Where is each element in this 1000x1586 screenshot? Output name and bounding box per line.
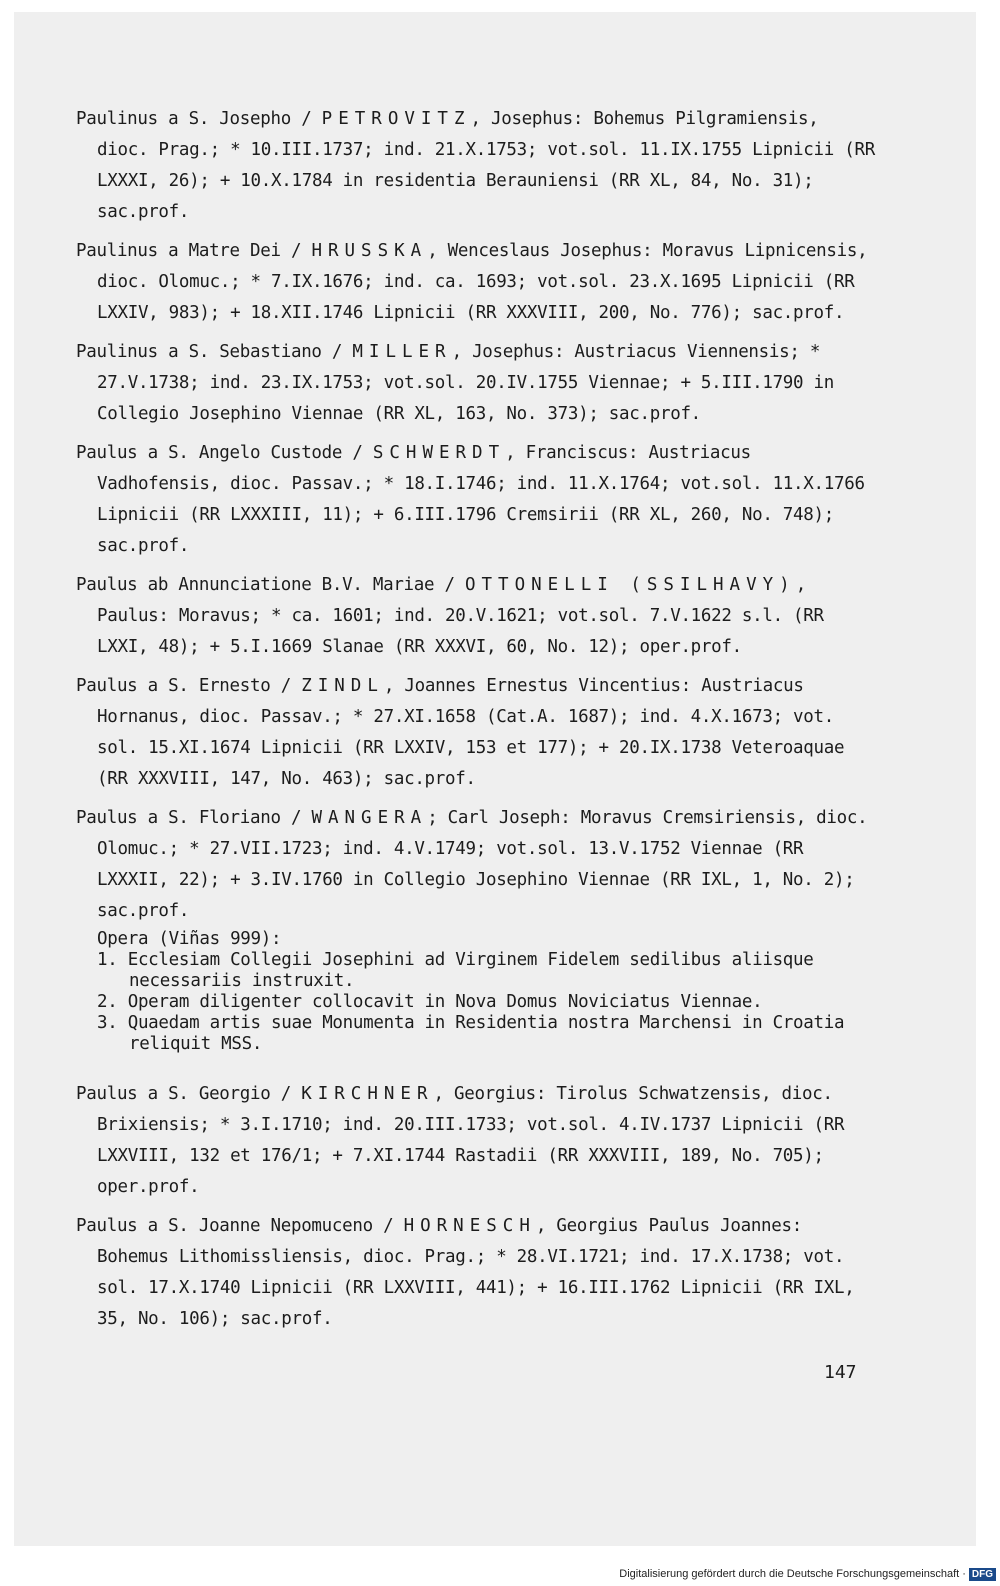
entry-name: Paulus a S. Joanne Nepomuceno / <box>76 1216 404 1236</box>
entry-miller <box>76 337 876 430</box>
entry-details: , Josephus: Bohemus Pilgramiensis, dioc. Prag.; * 10.III.1737; ind. 21.X.1753; vot.sol. 11.IX.1755 Lipnicii (RR LXXXI, 26); + 10.X.1784 in residentia Berauniensi (RR XL, 84, No. 31); sac.prof. <box>97 109 875 222</box>
footer-text: Digitalisierung gefördert durch die Deutsche Forschungsgemeinschaft <box>619 1568 960 1580</box>
entry-details: , Josephus: Austriacus Viennensis; * 27.V.1738; ind. 23.IX.1753; vot.sol. 20.IV.1755 Viennae; + 5.III.1790 in Collegio Josephino Viennae (RR XL, 163, No. 373); sac.prof. <box>97 342 834 424</box>
entry-surname: OTTONELLI (SSILHAVY) <box>464 575 796 595</box>
entry-hrusska <box>76 236 876 329</box>
entry-details: ; Carl Joseph: Moravus Cremsiriensis, dioc. Olomuc.; * 27.VII.1723; ind. 4.V.1749; vot.sol. 13.V.1752 Viennae (RR LXXXII, 22); + 3.IV.1760 in Collegio Josephino Viennae (RR IXL, 1, No. 2); sac.prof. <box>97 808 868 921</box>
entry-details: , Franciscus: Austriacus Vadhofensis, dioc. Passav.; * 18.I.1746; ind. 11.X.1764; vot.sol. 11.X.1766 Lipnicii (RR LXXXIII, 11); + 6.III.1796 Cremsirii (RR XL, 260, No. 748); sac.prof. <box>97 443 865 556</box>
entry-name: Paulinus a S. Sebastiano / <box>76 342 353 362</box>
entry-details: , Georgius: Tirolus Schwatzensis, dioc. Brixiensis; * 3.I.1710; ind. 20.III.1733; vot.sol. 4.IV.1737 Lipnicii (RR LXXVIII, 132 et 176/1; + 7.XI.1744 Rastadii (RR XXXVIII, 189, No. 705); oper.prof. <box>97 1084 845 1197</box>
opera-item: 3. Quaedam artis suae Monumenta in Residentia nostra Marchensi in Croatia reliquit MSS. <box>97 1013 845 1054</box>
entry-hornesch <box>76 1211 876 1335</box>
entry-surname: ZINDL <box>301 676 384 696</box>
entry-name: Paulus a S. Floriano / <box>76 808 312 828</box>
entry-details: , Paulus: Moravus; * ca. 1601; ind. 20.V.1621; vot.sol. 7.V.1622 s.l. (RR LXXI, 48); + 5.I.1669 Slanae (RR XXXVI, 60, No. 12); oper.prof. <box>97 575 824 657</box>
entry-name: Paulus a S. Ernesto / <box>76 676 302 696</box>
scanned-page <box>14 12 976 1546</box>
entry-details: , Georgius Paulus Joannes: Bohemus Lithomissliensis, dioc. Prag.; * 28.VI.1721; ind. 17.X.1738; vot. sol. 17.X.1740 Lipnicii (RR LXXVIII, 441); + 16.III.1762 Lipnicii (RR IXL, 35, No. 106); sac.prof. <box>97 1216 855 1329</box>
dfg-logo-icon: DFG <box>969 1568 996 1581</box>
footer-credit <box>619 1566 996 1582</box>
entry-surname: WANGERA <box>311 808 428 828</box>
footer-separator: · <box>962 1568 966 1580</box>
opera-item: 1. Ecclesiam Collegii Josephini ad Virginem Fidelem sedilibus aliisque necessariis instruxit. <box>97 950 814 991</box>
entry-surname: MILLER <box>352 342 452 362</box>
entries-list <box>76 104 876 1343</box>
entry-details: , Wenceslaus Josephus: Moravus Lipnicensis, dioc. Olomuc.; * 7.IX.1676; ind. ca. 1693; vot.sol. 23.X.1695 Lipnicii (RR LXXIV, 983); + 18.XII.1746 Lipnicii (RR XXXVIII, 200, No. 776); sac.prof. <box>97 241 868 323</box>
entry-name: Paulinus a Matre Dei / <box>76 241 312 261</box>
entry-ottonelli <box>76 570 876 663</box>
entry-surname: KIRCHNER <box>301 1084 434 1104</box>
entry-details: , Joannes Ernestus Vincentius: Austriacus Hornanus, dioc. Passav.; * 27.XI.1658 (Cat.A. 1687); ind. 4.X.1673; vot. sol. 15.XI.1674 Lipnicii (RR LXXIV, 153 et 177); + 20.IX.1738 Veteroaquae (RR XXXVIII, 147, No. 463); sac.prof. <box>97 676 845 789</box>
entry-name: Paulus ab Annunciatione B.V. Mariae / <box>76 575 465 595</box>
opera-list <box>97 950 876 1055</box>
entry-name: Paulinus a S. Josepho / <box>76 109 322 129</box>
opera-block <box>97 929 876 1055</box>
entry-name: Paulus a S. Georgio / <box>76 1084 302 1104</box>
entry-kirchner <box>76 1079 876 1203</box>
entry-surname: HORNESCH <box>403 1216 536 1236</box>
entry-wangera <box>76 803 876 927</box>
entry-zindl <box>76 671 876 795</box>
entry-surname: HRUSSKA <box>311 241 428 261</box>
entry-name: Paulus a S. Angelo Custode / <box>76 443 373 463</box>
entry-schwerdt <box>76 438 876 562</box>
opera-item: 2. Operam diligenter collocavit in Nova Domus Noviciatus Viennae. <box>97 992 763 1012</box>
page-number: 147 <box>824 1362 857 1383</box>
opera-title: Opera (Viñas 999): <box>97 929 282 949</box>
entry-surname: SCHWERDT <box>372 443 506 463</box>
entry-petrovitz <box>76 104 876 228</box>
entry-surname: PETROVITZ <box>321 109 471 129</box>
